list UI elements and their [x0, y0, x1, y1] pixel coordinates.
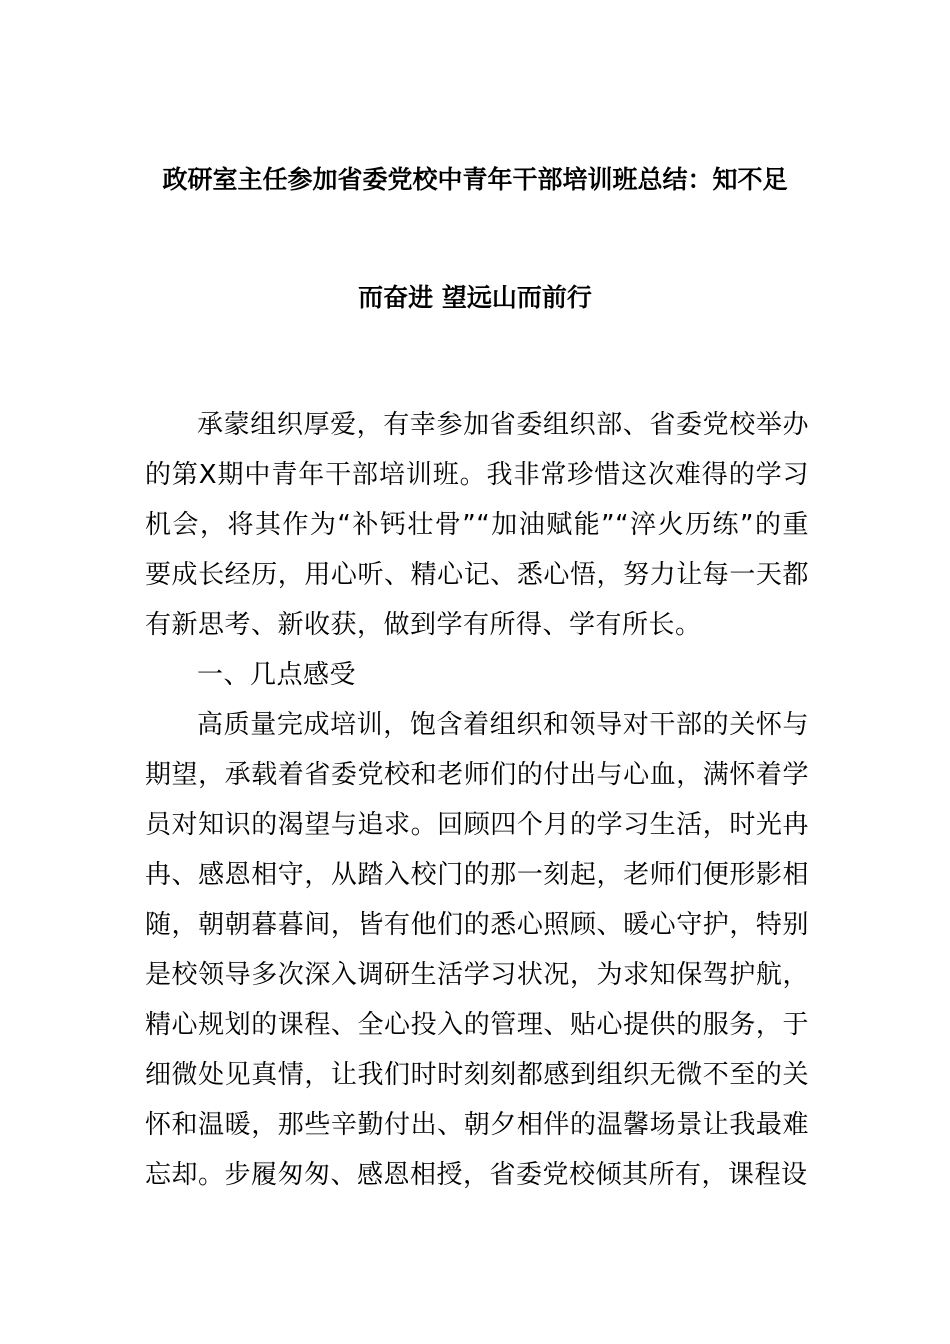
section-heading: 一、几点感受 [197, 660, 357, 690]
document-title-line-1: 政研室主任参加省委党校中青年干部培训班总结：知不足 [162, 165, 788, 194]
document-title-line-2: 而奋进 望远山而前行 [358, 283, 592, 312]
document-body [145, 400, 809, 1200]
paragraph-intro: 承蒙组织厚爱，有幸参加省委组织部、省委党校举办的第X期中青年干部培训班。我非常珍惜这次难得的学习机会，将其作为“补钙壮骨”“加油赋能”“淬火历练”的重要成长经历，用心听、精心记、悉心悟，努力让每一天都有新思考、新收获，做到学有所得、学有所长。 [145, 410, 809, 640]
paragraph-section-1: 高质量完成培训，饱含着组织和领导对干部的关怀与期望，承载着省委党校和老师们的付出与心血，满怀着学员对知识的渴望与追求。回顾四个月的学习生活，时光冉冉、感恩相守，从踏入校门的那一刻起，老师们便形影相随，朝朝暮暮间，皆有他们的悉心照顾、暖心守护，特别是校领导多次深入调研生活学习状况，为求知保驾护航，精心规划的课程、全心投入的管理、贴心提供的服务，于细微处见真情，让我们时时刻刻都感到组织无微不至的关怀和温暖，那些辛勤付出、朝夕相伴的温馨场景让我最难忘却。步履匆匆、感恩相授，省委党校倾其所有，课程设 [145, 710, 809, 1190]
